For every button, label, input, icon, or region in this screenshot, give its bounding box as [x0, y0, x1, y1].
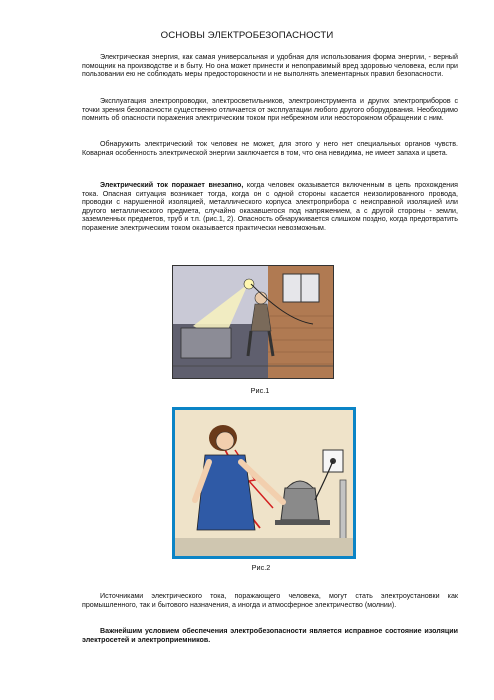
figure-2-image	[172, 407, 356, 559]
paragraph-sudden-text: когда человек оказывается включенным в цепь прохождения тока. Опасная ситуация возникает тогда, когда он с одной стороны касается неизолированного провода, проводки с нарушенной изоляцией, металлического корпуса электроприбора с неисправной изоляцией или другого металлического предмета, случайно оказавшегося под напряжением, а с другой стороны - земли, заземленных предметов, труб и т.п. (рис.1, 2). Опасность обнаруживается слишком поздно, когда предотвратить поражение электрическим током оказывается практически невозможным.	[82, 181, 459, 232]
page-title: ОСНОВЫ ЭЛЕКТРОБЕЗОПАСНОСТИ	[160, 30, 334, 41]
paragraph-sources-text: Источниками электрического тока, поражающего человека, могут стать электроустановки как промышленного, так и бытового назначения, а иногда и атмосферное электричество (молнии).	[82, 592, 458, 609]
figure-2-caption: Рис.2	[251, 563, 271, 572]
figure-2-illustration	[175, 410, 353, 556]
paragraph-invisible-text: Обнаружить электрический ток человек не может, для этого у него нет специальных органов чувств. Коварная особенность электрической энергии заключается в том, что она невидима, не имеет запаха и цвета.	[82, 140, 458, 157]
paragraph-sources	[82, 592, 458, 609]
paragraph-intro	[82, 53, 458, 79]
paragraph-sudden	[82, 181, 458, 233]
paragraph-exploitation	[82, 97, 458, 123]
figure-1-caption: Рис.1	[250, 386, 270, 395]
figure-1-illustration	[173, 266, 333, 378]
paragraph-key-condition	[82, 627, 458, 644]
paragraph-exploitation-text: Эксплуатация электропроводки, электросветильников, электроинструмента и других электроприборов с точки зрения безопасности существенно отличается от эксплуатации любого другого оборудования. Необходимо помнить об опасности поражения электрическим током при небрежном или неосторожном обращении с ним.	[82, 97, 458, 123]
paragraph-intro-text: Электрическая энергия, как самая универсальная и удобная для использования форма энергии, - верный помощник на производстве и в быту. Но она может принести и непоправимый вред здоровью человека, если при пользовании ею не соблюдать меры предосторожности и не выполнять элементарных правил безопасности.	[82, 53, 458, 79]
paragraph-invisible	[82, 140, 458, 157]
figure-1-image	[172, 265, 334, 379]
paragraph-sudden-bold: Электрический ток поражает внезапно,	[100, 181, 244, 189]
paragraph-key-condition-text: Важнейшим условием обеспечения электробезопасности является исправное состояние изоляции электросетей и электроприемников.	[82, 627, 458, 644]
